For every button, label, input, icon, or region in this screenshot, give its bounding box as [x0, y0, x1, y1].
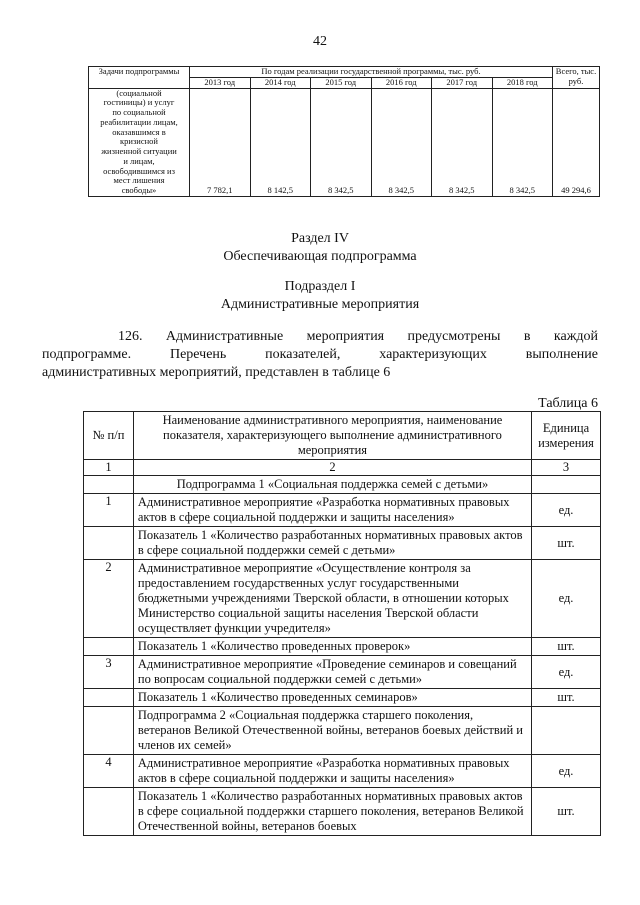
row-number	[84, 476, 134, 494]
row-text: Показатель 1 «Количество проведенных семинаров»	[133, 689, 531, 707]
year-header: 2015 год	[311, 77, 372, 88]
funding-table-row	[89, 88, 600, 196]
row-unit: шт.	[532, 788, 601, 836]
col-unit-header: Единица измерения	[532, 412, 601, 460]
task-column-header: Задачи подпрограммы	[89, 67, 190, 89]
subsection-title: Подраздел I	[284, 279, 356, 294]
funding-table	[88, 66, 600, 197]
row-unit: шт.	[532, 689, 601, 707]
year-header: 2014 год	[250, 77, 311, 88]
funding-table-header-row	[89, 67, 600, 78]
year-header: 2016 год	[371, 77, 432, 88]
row-text: Показатель 1 «Количество проведенных проверок»	[133, 638, 531, 656]
row-unit: ед.	[532, 494, 601, 527]
col-name-header: Наименование административного мероприятия, наименование показателя, характеризующего выполнение административного мероприятия	[133, 412, 531, 460]
table-row	[84, 788, 601, 836]
total-cell: 49 294,6	[553, 88, 600, 196]
row-unit: ед.	[532, 656, 601, 689]
row-number	[84, 788, 134, 836]
table-row	[84, 755, 601, 788]
row-unit	[532, 707, 601, 755]
table-row	[84, 638, 601, 656]
row-text: Показатель 1 «Количество разработанных нормативных правовых актов в сфере социальной поддержки семей с детьми»	[133, 527, 531, 560]
index-cell: 1	[84, 460, 134, 476]
value-cell: 8 142,5	[250, 88, 311, 196]
total-column-header: Всего, тыс. руб.	[553, 67, 600, 89]
paragraph-line: административных мероприятий, представлен в таблице 6	[42, 365, 391, 380]
table-row	[84, 689, 601, 707]
row-text: Административное мероприятие «Разработка нормативных правовых актов в сфере социальной поддержки и защиты населения»	[133, 494, 531, 527]
row-number: 1	[84, 494, 134, 527]
row-text: Административное мероприятие «Осуществление контроля за предоставлением государственных услуг государственными бюджетными учреждениями Тверской области, в отношении которых Министерство социальной защиты населения Тверской области осуществляет функции учредителя»	[133, 560, 531, 638]
row-unit: ед.	[532, 755, 601, 788]
row-number	[84, 638, 134, 656]
row-unit: шт.	[532, 527, 601, 560]
value-cell: 8 342,5	[371, 88, 432, 196]
row-number: 3	[84, 656, 134, 689]
row-text: Подпрограмма 2 «Социальная поддержка старшего поколения, ветеранов Великой Отечественной войны, ветеранов боевых действий и членов их семей»	[133, 707, 531, 755]
measures-table-header	[84, 412, 601, 460]
row-unit	[532, 476, 601, 494]
table-row	[84, 656, 601, 689]
year-header: 2013 год	[190, 77, 251, 88]
value-cell: 8 342,5	[311, 88, 372, 196]
row-number	[84, 689, 134, 707]
row-number	[84, 527, 134, 560]
value-cell: 7 782,1	[190, 88, 251, 196]
row-text: Административное мероприятие «Разработка нормативных правовых актов в сфере социальной поддержки и защиты населения»	[133, 755, 531, 788]
index-cell: 2	[133, 460, 531, 476]
row-text: Административное мероприятие «Проведение семинаров и совещаний по вопросам социальной поддержки семей с детьми»	[133, 656, 531, 689]
table-row	[84, 476, 601, 494]
task-cell: (социальной гостиницы) и услуг по социальной реабилитации лицам, оказавшимся в кризисной жизненной ситуации и лицам, освободившимся из мест лишения свободы»	[89, 88, 190, 196]
paragraph-line: подпрограмме. Перечень показателей, характеризующих выполнение	[42, 347, 598, 362]
measures-table-body	[84, 476, 601, 836]
row-text: Подпрограмма 1 «Социальная поддержка семей с детьми»	[133, 476, 531, 494]
table-row	[84, 494, 601, 527]
year-header: 2018 год	[492, 77, 553, 88]
table-row	[84, 707, 601, 755]
year-header: 2017 год	[432, 77, 493, 88]
col-num-header: № п/п	[84, 412, 134, 460]
value-cell: 8 342,5	[492, 88, 553, 196]
page-number: 42	[313, 34, 327, 49]
table-caption: Таблица 6	[538, 396, 598, 411]
row-number	[84, 707, 134, 755]
index-row	[84, 460, 601, 476]
subsection-subtitle: Административные мероприятия	[220, 297, 420, 312]
section-title: Раздел IV	[291, 231, 349, 246]
row-number: 2	[84, 560, 134, 638]
paragraph-line: 126. Административные мероприятия предусмотрены в каждой	[118, 329, 598, 344]
index-cell: 3	[532, 460, 601, 476]
section-subtitle: Обеспечивающая подпрограмма	[223, 249, 417, 264]
table-row	[84, 527, 601, 560]
measures-table	[83, 411, 601, 836]
years-header: По годам реализации государственной программы, тыс. руб.	[190, 67, 553, 78]
value-cell: 8 342,5	[432, 88, 493, 196]
row-number: 4	[84, 755, 134, 788]
table-row	[84, 560, 601, 638]
row-unit: ед.	[532, 560, 601, 638]
row-text: Показатель 1 «Количество разработанных нормативных правовых актов в сфере социальной поддержки старшего поколения, ветеранов Великой Отечественной войны, ветеранов боевых	[133, 788, 531, 836]
row-unit: шт.	[532, 638, 601, 656]
